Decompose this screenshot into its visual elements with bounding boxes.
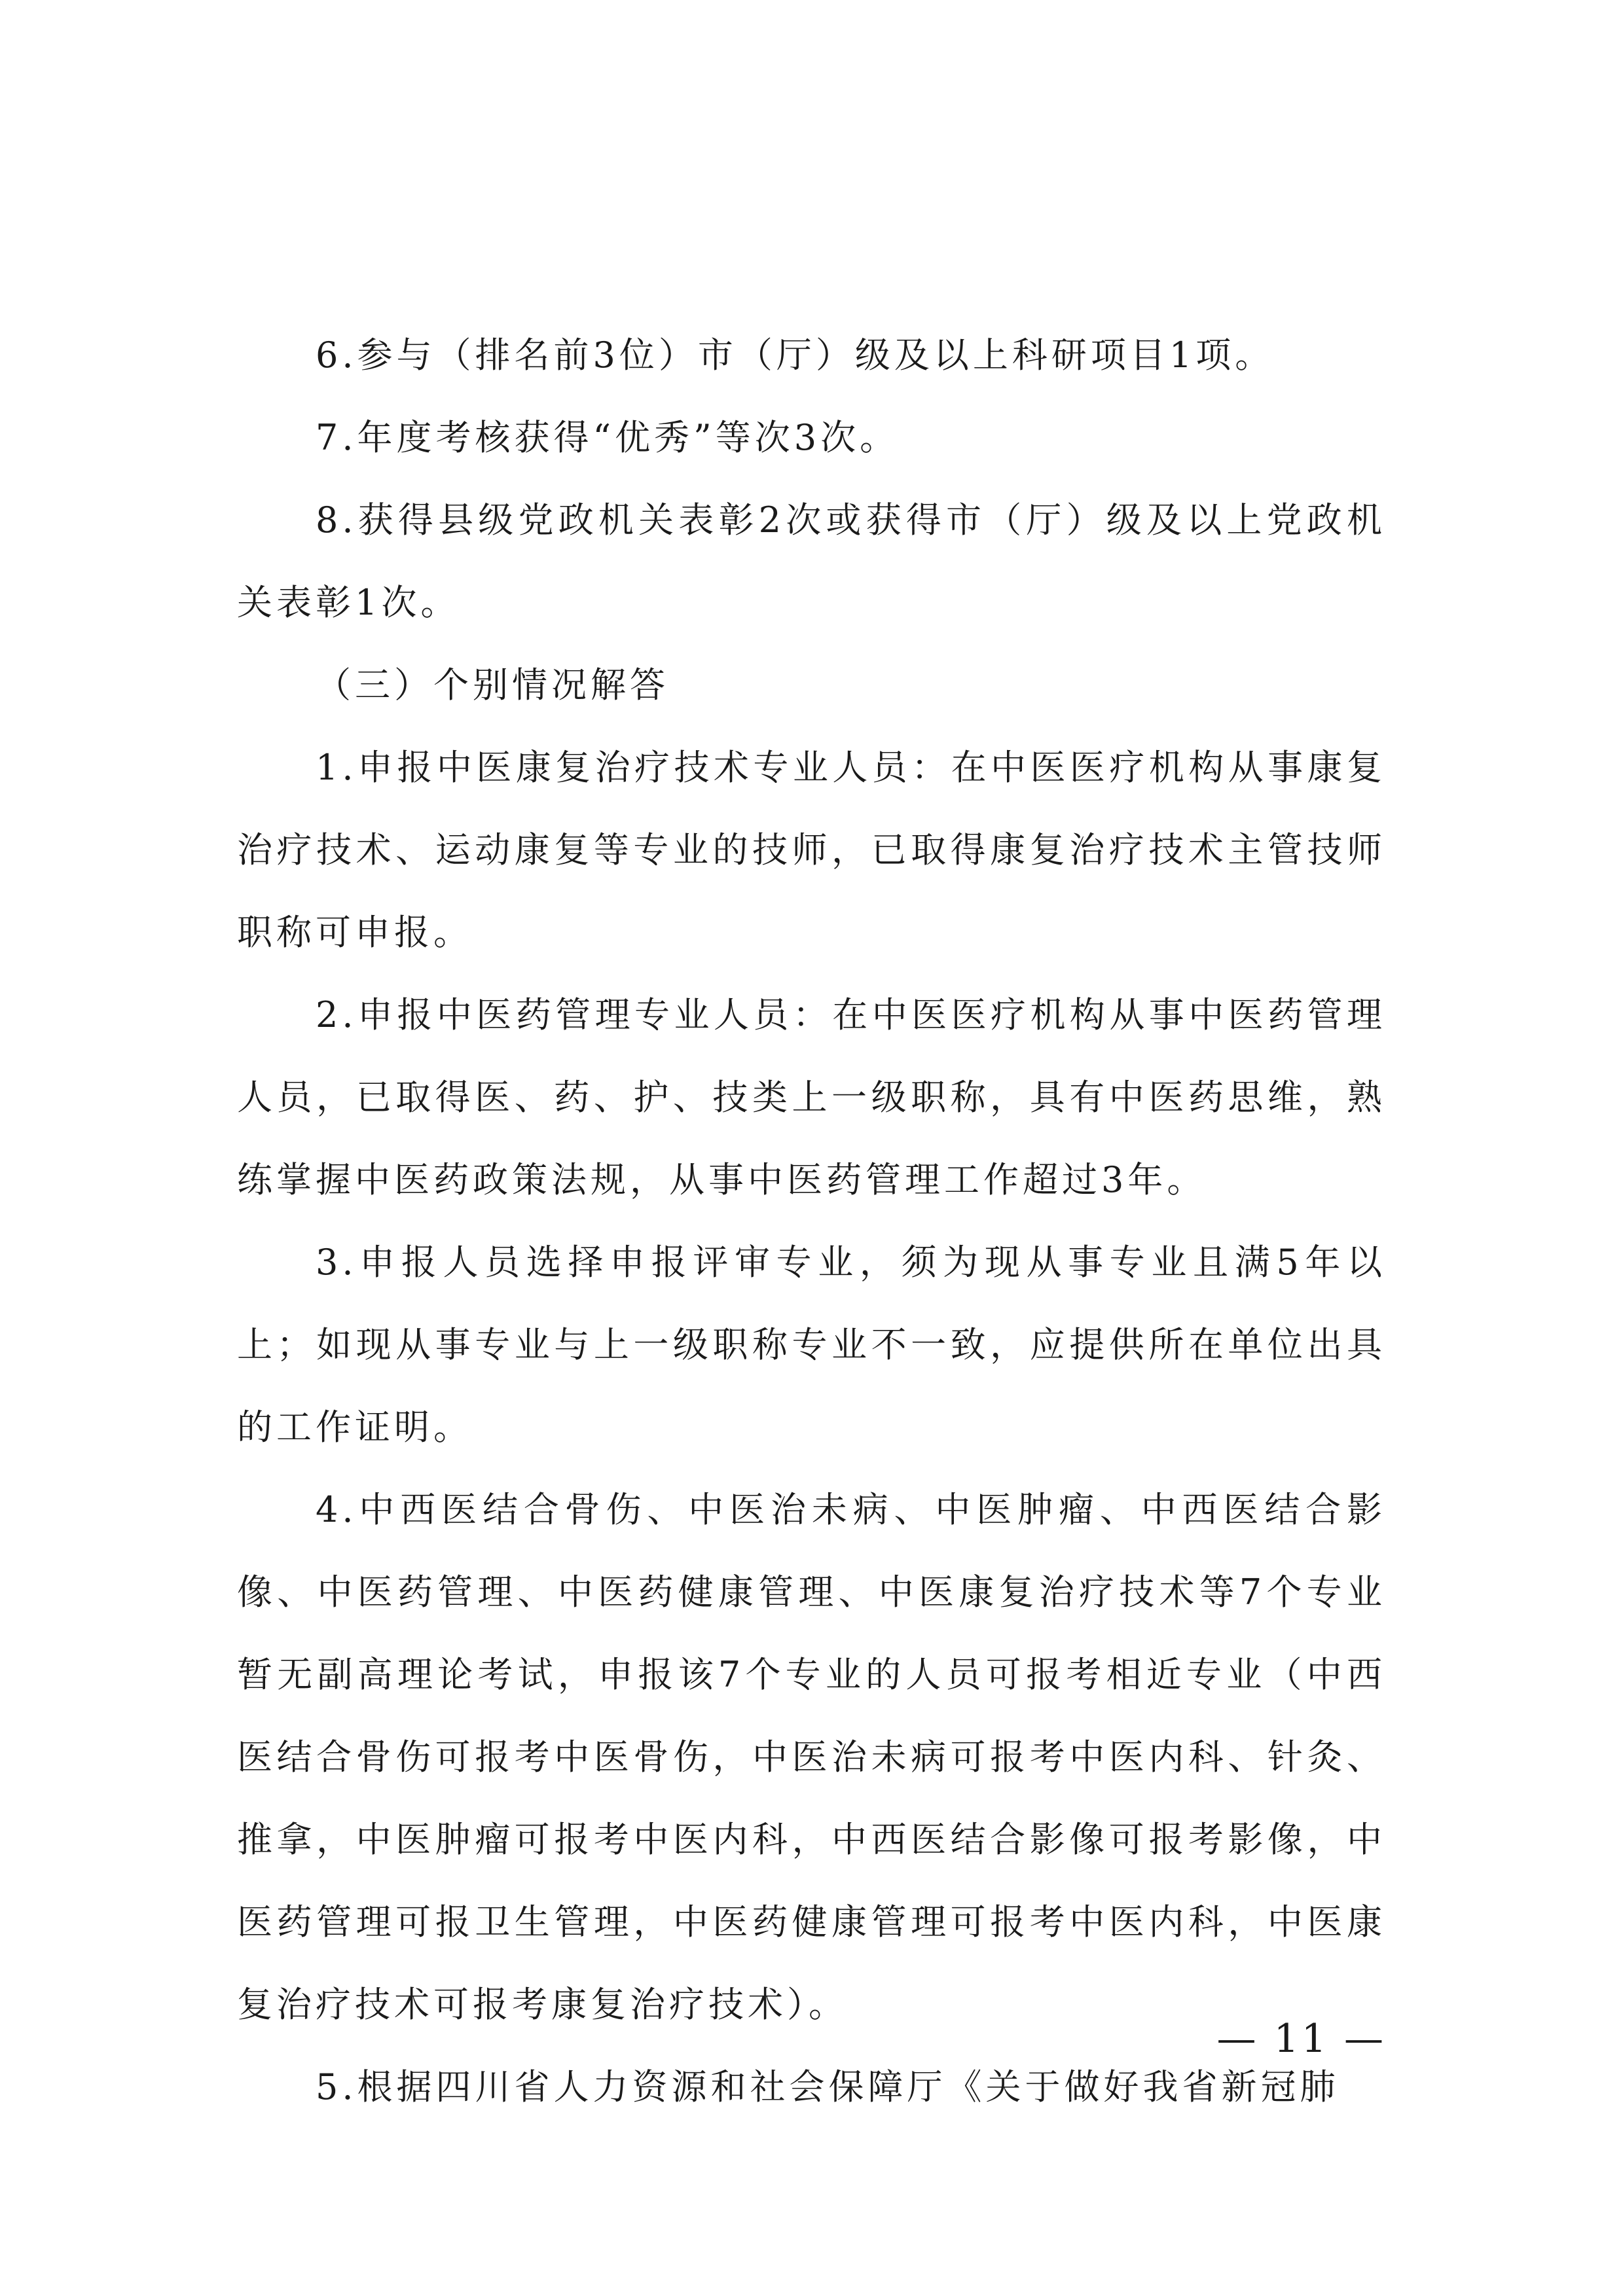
section-heading: （三）个别情况解答 [316,664,669,706]
paragraph-answer-1: 1.申报中医康复治疗技术专业人员：在中医医疗机构从事康复治疗技术、运动康复等专业的技师，已取得康复治疗技术主管技师职称可申报。 [237,747,1386,953]
paragraph-answer-4: 4.中西医结合骨伤、中医治未病、中医肿瘤、中西医结合影像、中医药管理、中医药健康管理、中医康复治疗技术等7个专业暂无副高理论考试，申报该7个专业的人员可报考相近专业（中西医结合骨伤可报考中医骨伤，中医治未病可报考中医内科、针灸、推拿，中医肿瘤可报考中医内科，中西医结合影像可报考影像，中医药管理可报卫生管理，中医药健康管理可报考中医内科，中医康复治疗技术可报考康复治疗技术）。 [237,1489,1386,2025]
paragraph-answer-2: 2.申报中医药管理专业人员：在中医医疗机构从事中医药管理人员，已取得医、药、护、技类上一级职称，具有中医药思维，熟练掌握中医药政策法规，从事中医药管理工作超过3年。 [237,994,1386,1200]
paragraph-answer-5: 5.根据四川省人力资源和社会保障厅《关于做好我省新冠肺 [316,2066,1340,2108]
paragraph-answer-3: 3.申报人员选择申报评审专业，须为现从事专业且满5年以上；如现从事专业与上一级职称专业不一致，应提供所在单位出具的工作证明。 [237,1242,1386,1448]
paragraph-item-8: 8.获得县级党政机关表彰2次或获得市（厅）级及以上党政机关表彰1次。 [237,499,1386,623]
paragraph-item-7: 7.年度考核获得“优秀”等次3次。 [316,417,900,458]
body-text [237,314,1386,2128]
page-number: — 11 — [1216,2016,1386,2062]
paragraph-item-6: 6.参与（排名前3位）市（厅）级及以上科研项目1项。 [316,334,1275,376]
